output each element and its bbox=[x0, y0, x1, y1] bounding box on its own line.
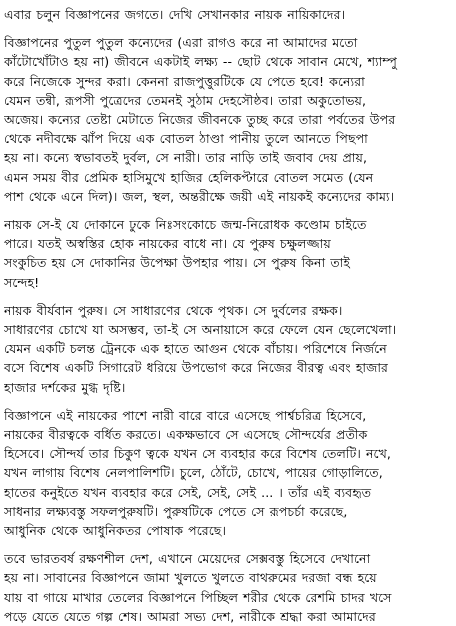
text-line: অজেয়। কন্যের তেষ্টা মেটাতে নিজের জীবনকে তুচ্ছ করে তারা পর্বতের উপর bbox=[4, 112, 396, 128]
text-line: বিজ্ঞাপনে এই নায়কের পাশে নারী বারে বারে এসেছে পার্শ্বচরিত্র হিসেবে, bbox=[4, 407, 367, 423]
text-line: যখন লাগায় বিশেষ নেলপালিশটি। চুলে, ঠোঁটে, চোখে, পায়ের গোড়ালিতে, bbox=[4, 465, 383, 481]
text-line: পারে। যতই অস্বস্তির হোক নায়কের বাধে না। যে পুরুষ চক্ষুলজ্জায় bbox=[4, 236, 331, 252]
text-line: করে নিজেকে সুন্দর করা। কেননা রাজপুত্তুরটিকে যে পেতে হবে! কন্যেরা bbox=[4, 73, 365, 89]
text-line: কাঁটোখোঁটাও হয় না) জীবনে একটাই লক্ষ্য -- ছোট থেকে সাবান মেখে, শ্যাম্পু bbox=[4, 54, 397, 70]
text-line: বসে বিশেষ একটি সিগারেট ধরিয়ে উপভোগ করে নিজের বীরত্ব এবং হাজার bbox=[4, 360, 389, 376]
text-line: সাধারণের চোখে যা অসম্ভব, তা-ই সে অনায়াসে করে ফেলে যেন ছেলেখেলা। bbox=[4, 322, 397, 338]
text-line: পাশ থেকে এনে দিল)। জল, স্থল, অন্তরীক্ষে জয়ী এই নায়কই কন্যেদের কাম্য। bbox=[4, 188, 395, 204]
paragraph-hero-shop bbox=[4, 215, 452, 292]
paragraph-women-role bbox=[4, 406, 452, 540]
text-line: হাতের কনুইতে যখন ব্যবহার করে সেই, সেই, সেই ... । তাঁর এই ব্যবহৃত bbox=[4, 484, 372, 500]
text-line: আধুনিক থেকে আধুনিকতর পোষাক পরেছে। bbox=[4, 523, 227, 539]
text-line: হাজার দর্শকের মুগ্ধ দৃষ্টি। bbox=[4, 379, 126, 395]
text-line: হয় না। সাবানের বিজ্ঞাপনে জামা খুলতে খুলতে বাথরুমের দরজা বন্ধ হয়ে bbox=[4, 570, 377, 586]
text-line: হয় না। কন্যে স্বভাবতই দুর্বল, সে নারী। তার নাড়ি তাই জবাব দেয় প্রায়, bbox=[4, 150, 368, 166]
text-line: নায়কের বীরত্বকে বর্ধিত করতে। একক্ষভাবে সে এসেছে সৌন্দর্যের প্রতীক bbox=[4, 427, 368, 443]
paragraph-conservative bbox=[4, 549, 452, 626]
text-line: নায়ক সে-ই যে দোকানে ঢুকে নিঃসংকোচে জন্ম-নিরোধক কণ্ডোম চাইতে bbox=[4, 217, 367, 233]
text-line: বিজ্ঞাপনের পুতুল পুতুল কন্যেদের (এরা রাগও করে না আমাদের মতো bbox=[4, 35, 358, 51]
text-line: যায় বা গায়ে মাখার তেলের বিজ্ঞাপনে পিচ্ছিল শরীর থেকে রেশমি চাদর খসে bbox=[4, 589, 392, 605]
text-line: পড়ে যেতে যেতে গল্প শেষ। আমরা সভ্য দেশ, নারীকে শ্রদ্ধা করা আমাদের bbox=[4, 608, 376, 624]
text-line: সন্দেহ! bbox=[4, 274, 40, 290]
paragraph-intro bbox=[4, 5, 452, 24]
text-line: যেমন একটি চলন্ত ট্রেনকে এক হাতে আগুন থেকে বাঁচায়। পরিশেষে নির্জনে bbox=[4, 341, 387, 357]
text-line: যেমন তন্বী, রূপসী পুত্রেদের তেমনই সুঠাম দেহসৌষ্ঠব। তারা অকুতোভয়, bbox=[4, 92, 367, 108]
text-line: নায়ক বীর্যবান পুরুষ। সে সাধারণের থেকে পৃথক। সে দুর্বলের রক্ষক। bbox=[4, 302, 343, 318]
text-line: হিসেবে। সৌন্দর্য তার চিকুণ ত্বকে যখন সে ব্যবহার করে বিশেষ তেলটি। নখে, bbox=[4, 446, 391, 462]
text-line: এবার চলুন বিজ্ঞাপনের জগতে। দেখি সেখানকার নায়ক নায়িকাদের। bbox=[4, 7, 346, 22]
text-line: সংকুচিত হয় সে দোকানির উপেক্ষা উপহার পায়। সে পুরুষ কিনা তাই bbox=[4, 255, 350, 271]
text-line: সাধনার লক্ষ্যবস্তু সফলপুরুষটি। পুরুষটিকে পেতে সে রূপচর্চা করেছে, bbox=[4, 503, 348, 519]
text-line: তবে ভারতবর্ষ রক্ষণশীল দেশ, এখানে মেয়েদের সেক্সবস্তু হিসেবে দেখানো bbox=[4, 551, 371, 567]
text-line: থেকে নদীবক্ষে ঝাঁপ দিয়ে এক বোতল ঠাণ্ডা পানীয় তুলে আনতে পিছপা bbox=[4, 131, 368, 147]
paragraph-hero-brave bbox=[4, 301, 452, 397]
paragraph-heroines bbox=[4, 33, 452, 206]
text-line: এমন সময় বীর প্রেমিক হাসিমুখে হাজির হেলিকপ্টারে বোতল সমেত (যেন bbox=[4, 169, 374, 185]
